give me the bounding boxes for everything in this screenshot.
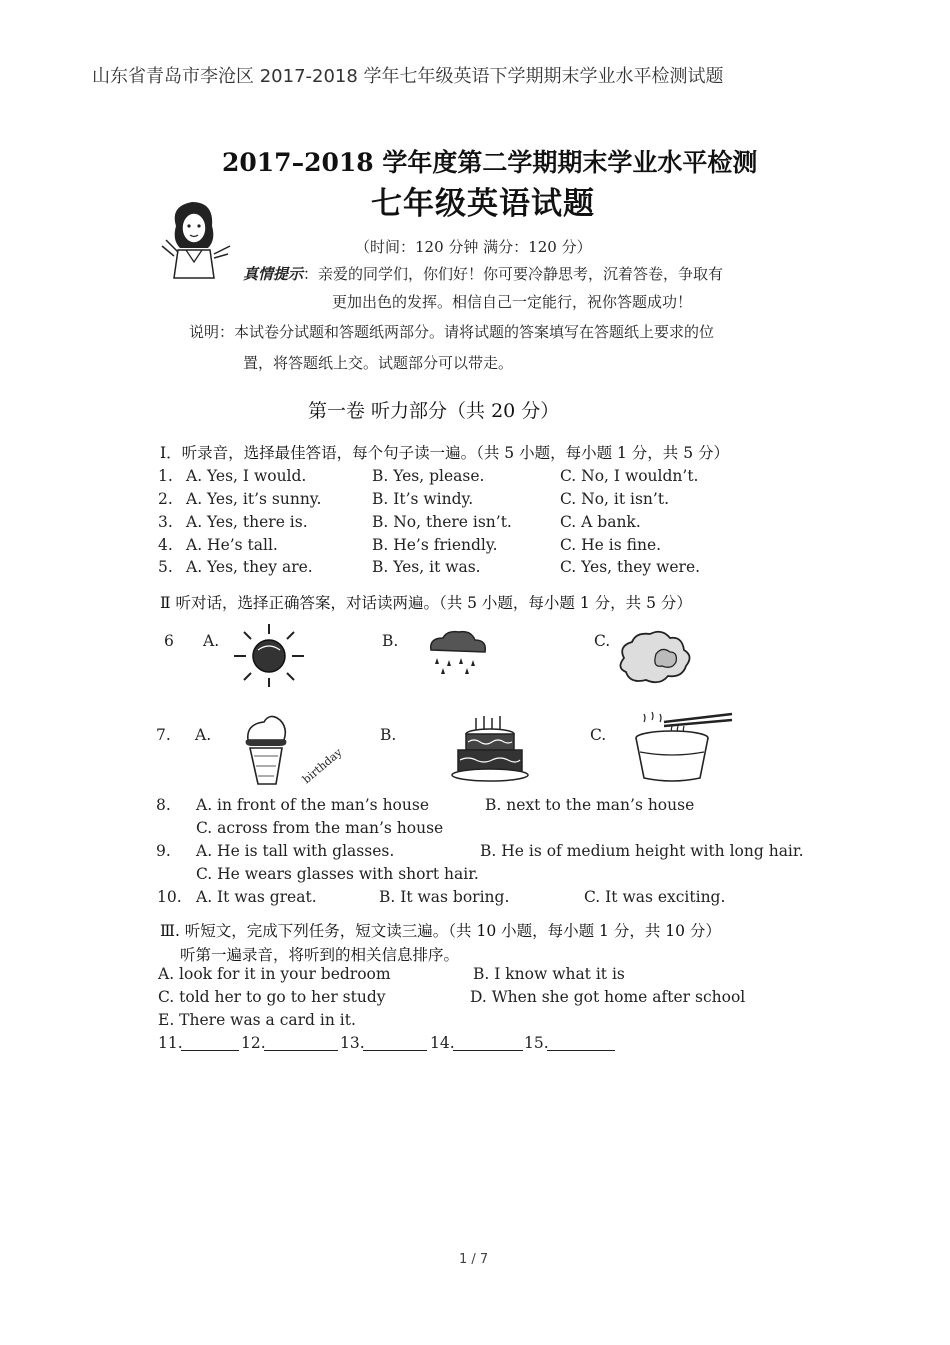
s3-option-c: C. told her to go to her study (158, 988, 386, 1006)
exam-title: 2017–2018 学年度第二学期期末学业水平检测 (222, 148, 758, 177)
q10-option-a: A. It was great. (196, 888, 317, 906)
q10-number: 10. (157, 888, 182, 906)
q9-option-b: B. He is of medium height with long hair. (480, 842, 804, 860)
q4-option-a: A. He’s tall. (186, 536, 278, 554)
notice-line1: 说明：本试卷分试题和答题纸两部分。请将试题的答案填写在答题纸上要求的位 (189, 323, 715, 341)
q8-option-c: C. across from the man’s house (196, 819, 444, 837)
blank-15-line[interactable] (547, 1050, 615, 1051)
q5-option-b: B. Yes, it was. (372, 558, 481, 576)
q4-number: 4. (158, 536, 173, 554)
part1-title: 第一卷 听力部分（共 20 分） (308, 400, 560, 422)
q7-label-b: B. (380, 726, 397, 744)
exam-subtitle: 七年级英语试题 (371, 186, 595, 222)
q3-option-c: C. A bank. (560, 513, 641, 531)
blank-11-line[interactable] (181, 1050, 239, 1051)
girl-teacher-illustration (156, 196, 234, 280)
section1-title: Ⅰ．听录音，选择最佳答语，每个句子读一遍。（共 5 小题，每小题 1 分，共 5 分） (160, 444, 730, 462)
q6-label-c: C. (594, 632, 611, 650)
blank-12-line[interactable] (264, 1050, 338, 1051)
cloudy-icon (616, 628, 694, 688)
q7-number: 7. (156, 726, 171, 744)
q9-option-a: A. He is tall with glasses. (196, 842, 395, 860)
q9-number: 9. (156, 842, 171, 860)
blank-13-label: 13. (340, 1034, 365, 1052)
rain-cloud-icon (425, 628, 489, 676)
q1-option-c: C. No, I wouldn’t. (560, 467, 699, 485)
birthday-cake-icon (450, 716, 530, 782)
q5-option-c: C. Yes, they were. (560, 558, 701, 576)
sun-icon (232, 622, 306, 688)
blank-15-label: 15. (524, 1034, 549, 1052)
q2-option-a: A. Yes, it’s sunny. (186, 490, 322, 508)
notice-line2: 置，将答题纸上交。试题部分可以带走。 (243, 354, 514, 372)
s3-option-e: E. There was a card in it. (158, 1011, 356, 1029)
q6-label-b: B. (382, 632, 399, 650)
ice-cream-icon (240, 710, 345, 787)
s3-option-a: A. look for it in your bedroom (158, 965, 391, 983)
q2-option-c: C. No, it isn’t. (560, 490, 669, 508)
tip-label: 真情提示 (243, 265, 304, 283)
section3-subtitle: 听第一遍录音，将听到的相关信息排序。 (180, 946, 460, 964)
q10-option-b: B. It was boring. (379, 888, 510, 906)
tip-text1: 亲爱的同学们，你们好！你可要冷静思考，沉着答卷，争取有 (318, 265, 724, 283)
section2-title: Ⅱ 听对话，选择正确答案，对话读两遍。（共 5 小题，每小题 1 分，共 5 分） (160, 594, 692, 612)
q1-number: 1. (158, 467, 173, 485)
blank-11-label: 11. (158, 1034, 183, 1052)
q4-option-b: B. He’s friendly. (372, 536, 498, 554)
exam-info: （时间：120 分钟 满分：120 分） (355, 238, 592, 256)
blank-14-label: 14. (430, 1034, 455, 1052)
q8-option-a: A. in front of the man’s house (196, 796, 429, 814)
noodles-bowl-icon (632, 708, 736, 784)
s3-option-d: D. When she got home after school (470, 988, 746, 1006)
birthday-text: birthday (300, 745, 345, 787)
blank-14-line[interactable] (453, 1050, 523, 1051)
section3-title: Ⅲ. 听短文，完成下列任务，短文读三遍。（共 10 小题，每小题 1 分，共 10 分） (160, 922, 721, 940)
q2-number: 2. (158, 490, 173, 508)
q3-option-a: A. Yes, there is. (186, 513, 308, 531)
q5-option-a: A. Yes, they are. (186, 558, 313, 576)
q5-number: 5. (158, 558, 173, 576)
q4-option-c: C. He is fine. (560, 536, 662, 554)
q1-option-a: A. Yes, I would. (186, 467, 307, 485)
q2-option-b: B. It’s windy. (372, 490, 474, 508)
q7-label-a: A. (195, 726, 212, 744)
q1-option-b: B. Yes, please. (372, 467, 485, 485)
blank-12-label: 12. (241, 1034, 266, 1052)
q3-number: 3. (158, 513, 173, 531)
blank-13-line[interactable] (363, 1050, 427, 1051)
tip-line2: 更加出色的发挥。相信自己一定能行，祝你答题成功！ (332, 293, 693, 311)
page-header: 山东省青岛市李沧区 2017-2018 学年七年级英语下学期期末学业水平检测试题 (92, 66, 724, 87)
q6-number: 6 (164, 632, 174, 650)
s3-option-b: B. I know what it is (473, 965, 625, 983)
q6-label-a: A. (203, 632, 220, 650)
q3-option-b: B. No, there isn’t. (372, 513, 512, 531)
q9-option-c: C. He wears glasses with short hair. (196, 865, 479, 883)
q8-option-b: B. next to the man’s house (485, 796, 695, 814)
q10-option-c: C. It was exciting. (584, 888, 726, 906)
tip-line1: 真情提示：亲爱的同学们，你们好！你可要冷静思考，沉着答卷，争取有 (243, 265, 724, 283)
q8-number: 8. (156, 796, 171, 814)
q7-label-c: C. (590, 726, 607, 744)
page-number: 1 / 7 (459, 1252, 489, 1267)
